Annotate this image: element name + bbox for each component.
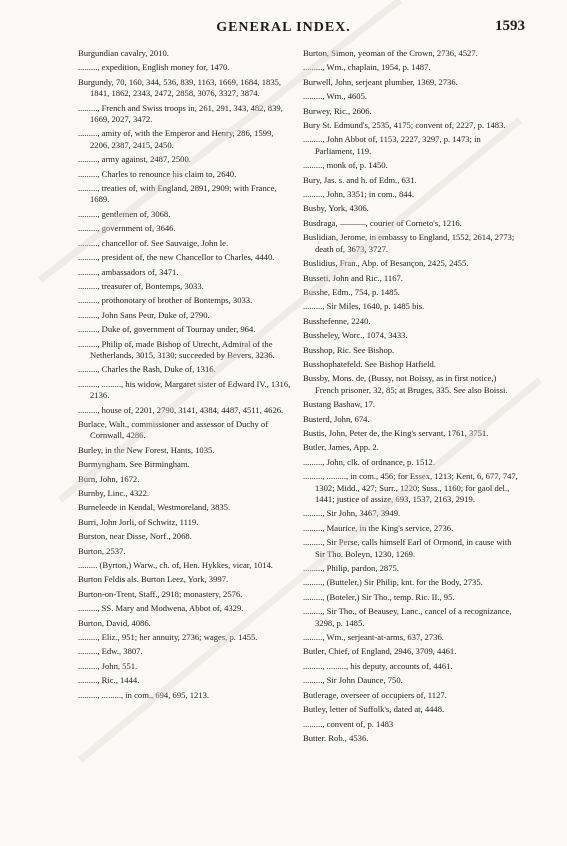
index-entry: Busdraga, ———, courier of Corneto's, 1216. — [303, 217, 462, 228]
index-entry: ........., Wm., 4605. — [303, 91, 368, 102]
index-entry: ........., ........., in com., 456; for Essex, 1213; Kent, 6, 677, 747, 1302; Midd., 427; Surr., 1220; Suss., 1160; for gaol del., 1441; justice of assize, 693, 1537, 2163, 2919. — [303, 471, 518, 504]
index-entry: ........., Philip of, made Bishop of Utrecht, Admiral of the Netherlands, 3015, 3130; succeeded by Bevers, 3236. — [78, 338, 275, 360]
index-entry: ........., Sir John, 3467, 3949. — [303, 508, 401, 519]
index-entry: ........., Ric., 1444. — [78, 675, 140, 686]
index-entry: ........., John, 3351; in com., 844. — [303, 189, 415, 200]
index-entry: ........., treaties of, with England, 2891, 2909; with France, 1689. — [78, 183, 277, 205]
index-entry: ........., Charles to renounce his claim to, 2640. — [78, 168, 237, 179]
index-entry: ........., Maurice, in the King's service, 2736. — [303, 522, 454, 533]
index-entry: Busterd, John, 674. — [303, 413, 370, 424]
index-entry: ........., (Butteler,) Sir Philip, knt. for the Body, 2735. — [303, 577, 483, 588]
index-entry: Burton, Simon, yeoman of the Crown, 2736, 4527. — [303, 48, 478, 58]
index-entry: ........., Wm., serjeant-at-arms, 637, 2736. — [303, 632, 444, 643]
index-entry: ........., chancellor of. See Sauvaige, John le. — [78, 237, 229, 248]
running-title: GENERAL INDEX. — [216, 20, 351, 35]
index-entry: Busshefenne, 2240. — [303, 315, 371, 326]
index-entry: Burneleede in Kendal, Westmoreland, 3835. — [78, 502, 231, 513]
index-entry: ........., (Boteler,) Sir Tho., temp. Ric. II., 95. — [303, 591, 455, 602]
index-column-right — [303, 48, 518, 747]
index-entry: Burwell, John, serjeant plumber, 1369, 2736. — [303, 76, 458, 87]
index-entry: Butler, James, App. 2. — [303, 442, 379, 453]
index-entry: Burn, John, 1672. — [78, 473, 140, 484]
index-entry: Bussheley, Worc., 1074, 3433. — [303, 330, 408, 341]
index-entry: Busby, York, 4306. — [303, 203, 369, 214]
index-entry: Bury St. Edmund's, 2535, 4175; convent of, 2227, p. 1483. — [303, 120, 506, 131]
index-entry: Busshop, Ric. See Bishop. — [303, 344, 395, 355]
index-entry: ........., Charles the Rash, Duke of, 1316. — [78, 364, 216, 375]
index-entry: ......... (Byrton,) Warw., ch. of, Hen. Hykkes, vicar, 1014. — [78, 560, 273, 571]
index-entry: Butler, Chief, of England, 2946, 3709, 4461. — [303, 646, 457, 657]
index-entry: Burwey, Ric., 2606. — [303, 105, 372, 116]
index-entry: Bussby, Mons. de, (Bussy, not Boissy, as in first notice,) French prisoner, 32, 85; at Bruges, 335. See also Boissi. — [303, 373, 508, 395]
index-column-left — [78, 48, 293, 704]
index-entry: ........., president of, the new Chancellor to Charles, 4440. — [78, 252, 275, 263]
index-entry: ........., Philip, pardon, 2875. — [303, 563, 399, 574]
index-entry: ........., Sir Tho., of Beausey, Lanc., cancel of a recognizance, 3298, p. 1485. — [303, 606, 512, 628]
index-entry: ........., monk of, p. 1450. — [303, 160, 388, 171]
index-entry: Bustis, John, Peter de, the King's servant, 1761, 3751. — [303, 427, 489, 438]
index-entry: Busshe, Edm., 754, p. 1485. — [303, 286, 400, 297]
index-entry: ........., John Abbot of, 1153, 2227, 3297, p. 1473; in Parliament, 119. — [303, 134, 481, 156]
index-entry: ........., expedition, English money for, 1470. — [78, 62, 230, 73]
index-entry: ........., amity of, with the Emperor and Henry, 286, 1599, 2206, 2387, 2415, 2450. — [78, 128, 274, 150]
index-entry: Burton, David, 4086. — [78, 617, 151, 628]
index-entry: ........., ........., in com., 694, 695, 1213. — [78, 689, 210, 700]
index-entry: Burton Feldis als. Burton Leez, York, 3997. — [78, 574, 229, 585]
index-entry: Bustang Bashaw, 17. — [303, 399, 376, 410]
index-entry: ........., Sir Miles, 1640, p. 1485 bis. — [303, 301, 425, 312]
index-entry: Burgundian cavalry, 2010. — [78, 48, 169, 58]
index-entry: ........., John, 551. — [78, 660, 138, 671]
page-header — [0, 0, 567, 40]
index-entry: ........., ........., his deputy, accounts of, 4461. — [303, 660, 453, 671]
index-entry: ........., ambassadors of, 3471. — [78, 266, 179, 277]
page-number: 1593 — [495, 18, 525, 34]
index-entry: Burlace, Walt., commissioner and assessor of Duchy of Cornwall, 4286. — [78, 418, 269, 441]
index-entry: Buslidius, Fran., Abp. of Besançon, 2425, 2455. — [303, 258, 469, 269]
index-entry: Burmyngham. See Birmingham. — [78, 459, 190, 470]
index-entry: ........., army against, 2487, 2500. — [78, 154, 191, 165]
index-entry: Burley, in the New Forest, Hants, 1035. — [78, 444, 215, 455]
index-entry: Busseti, John and Ric., 1167. — [303, 272, 403, 283]
index-entry: ........., government of, 3646. — [78, 223, 176, 234]
index-entry: ........., Wm., chaplain, 1954, p. 1487. — [303, 62, 431, 73]
index-entry: ........., Eliz., 951; her annuity, 2736; wages, p. 1455. — [78, 632, 258, 643]
index-entry: ........., SS. Mary and Modwena, Abbot of, 4329. — [78, 603, 244, 614]
index-entry: ........., treasurer of, Bontemps, 3033. — [78, 280, 204, 291]
index-entry: ........., Sir John Daunce, 750. — [303, 675, 403, 686]
index-entry: ........., French and Swiss troops in, 261, 291, 343, 482, 839, 1669, 2027, 3472. — [78, 102, 283, 125]
index-entry: ........., house of, 2201, 2790, 3141, 4384, 4487, 4511, 4626. — [78, 404, 284, 415]
index-entry: Busshophatefeld. See Bishop Hatfield. — [303, 358, 436, 369]
index-entry: Buslidian, Jerome, in embassy to England, 1552, 2614, 2773; death of, 3673, 3727. — [303, 232, 515, 254]
index-entry: Butlerage, overseer of occupiers of, 1127. — [303, 689, 447, 700]
index-entry: ........., Sir Perse, calls himself Earl of Ormond, in cause with Sir Tho. Boleyn, 1230, 1269. — [303, 537, 512, 559]
index-entry: ........., Edw., 3807. — [78, 646, 143, 657]
index-entry: Butley, letter of Suffolk's, dated at, 4448. — [303, 704, 445, 715]
index-entry: Burton-on-Trent, Staff., 2918; monastery, 2576. — [78, 588, 243, 599]
index-entry: ........., Duke of, government of Tournay under, 964. — [78, 324, 256, 335]
index-entry: Burston, near Disse, Norf., 2068. — [78, 531, 192, 542]
index-entry: Burgundy, 70, 160, 344, 536, 839, 1163, 1669, 1684, 1835, 1841, 1862, 2343, 2472, 2858, 3076, 3327, 3874. — [78, 76, 282, 99]
index-entry: ........., convent of, p. 1483 — [303, 718, 394, 729]
index-entry: ........., prothonotary of brother of Bontemps, 3033. — [78, 295, 253, 306]
index-entry: Burnby, Linc., 4322. — [78, 488, 150, 498]
index-entry: Burton, 2537. — [78, 545, 126, 556]
index-entry: Bury, Jas. s. and h. of Edm., 631. — [303, 174, 417, 185]
index-entry: Butter. Rob., 4536. — [303, 732, 369, 743]
index-entry: ........., John Sans Peur, Duke of, 2790. — [78, 309, 210, 320]
index-entry: ........., gentlemen of, 3068. — [78, 208, 171, 219]
index-entry: Burri, John Jorli, of Schwitz, 1119. — [78, 516, 199, 527]
index-entry: ........., John, clk. of ordnance, p. 1512. — [303, 456, 435, 467]
index-entry: ........., ........., his widow, Margaret sister of Edward IV., 1316, 2136. — [78, 378, 291, 401]
